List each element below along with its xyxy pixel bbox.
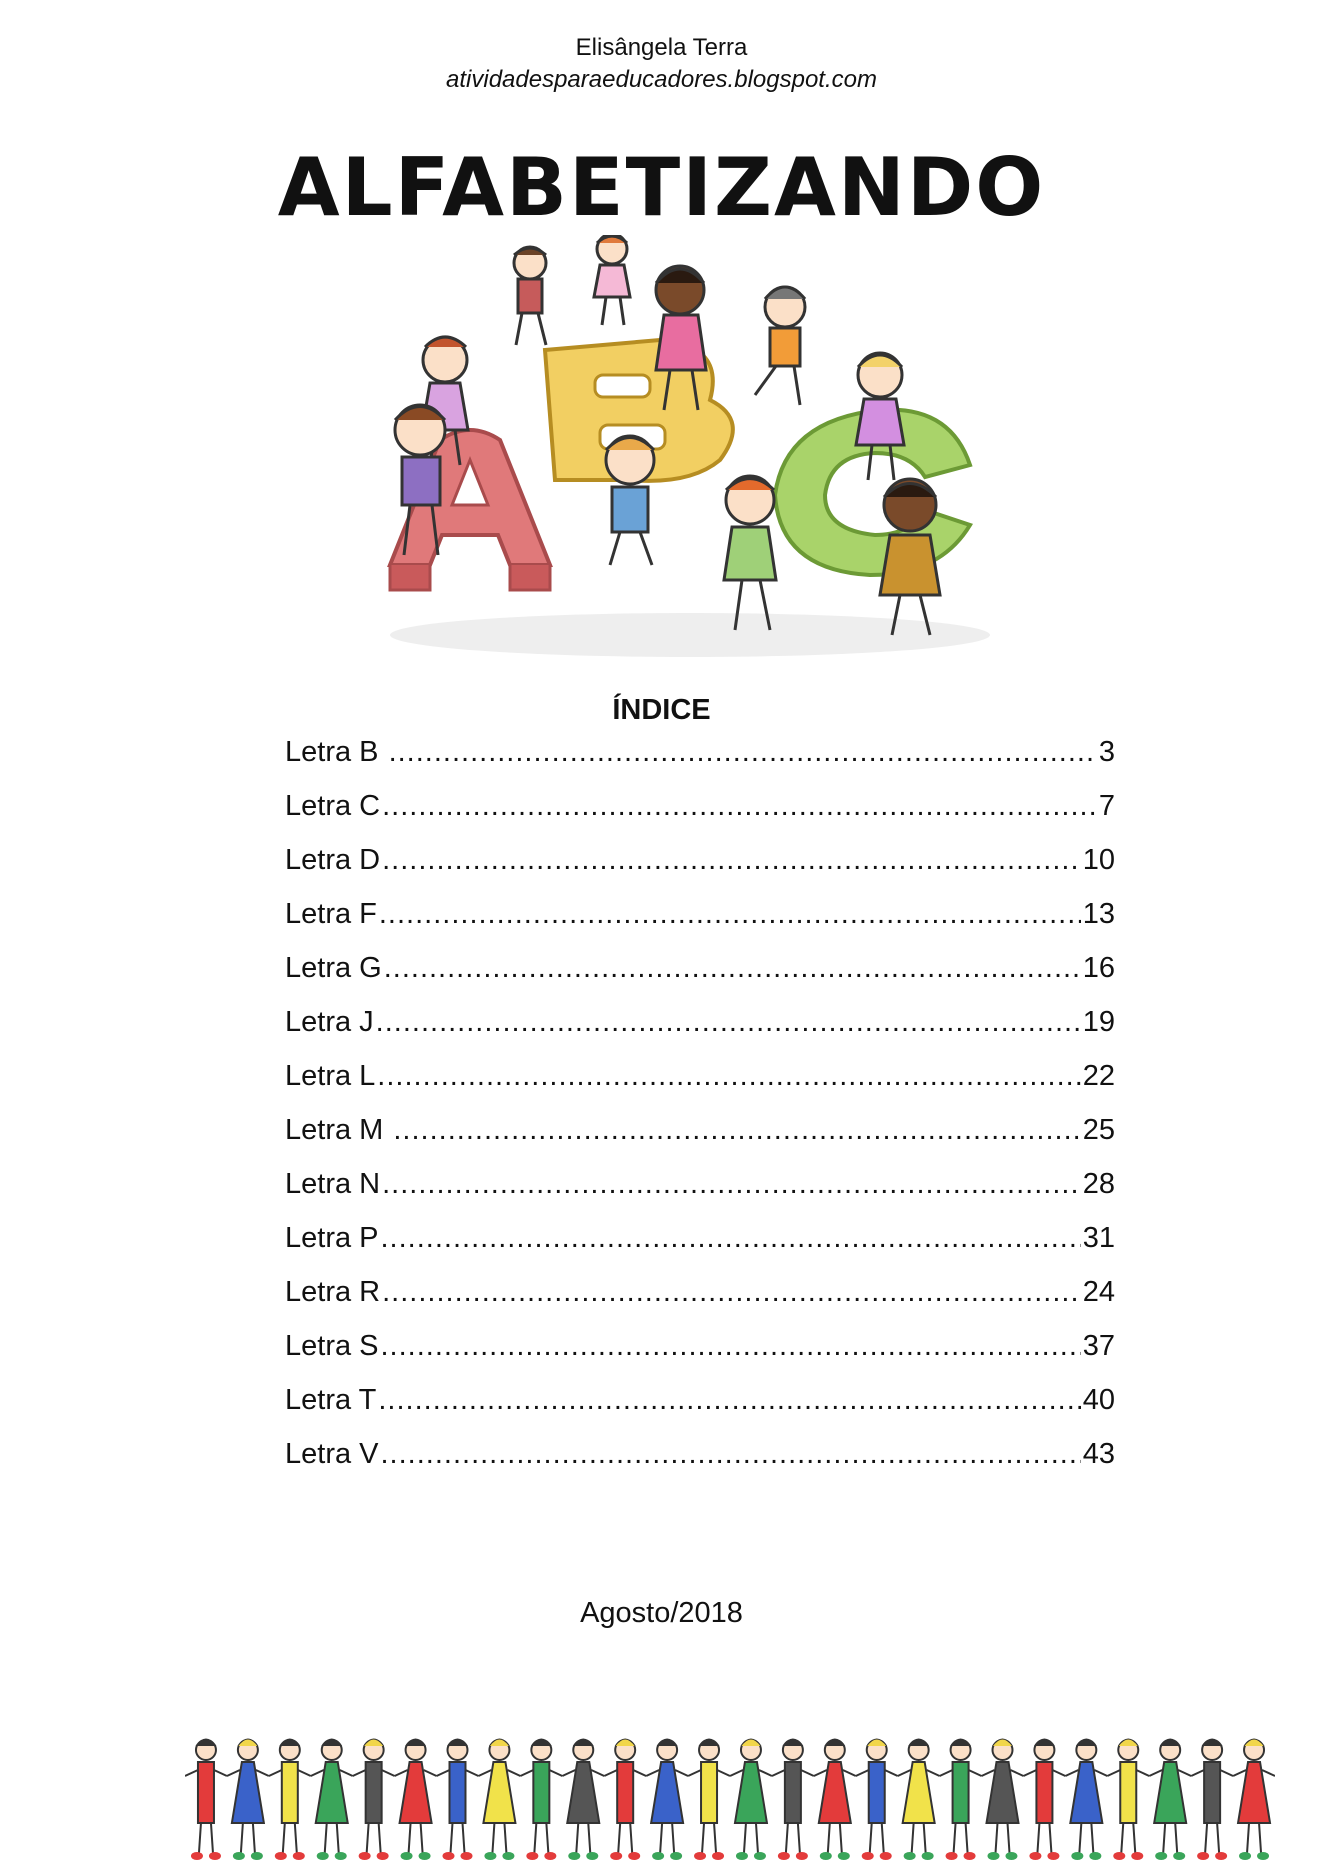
toc-label: Letra T xyxy=(285,1384,377,1416)
border-child-icon xyxy=(1065,1739,1107,1860)
border-child-icon xyxy=(1233,1739,1275,1860)
table-of-contents xyxy=(285,725,1115,1481)
toc-entry[interactable] xyxy=(285,887,1115,941)
toc-label: Letra J xyxy=(285,1006,374,1038)
toc-leader-dots xyxy=(381,1211,1081,1265)
toc-entry[interactable] xyxy=(285,725,1115,779)
border-child-icon xyxy=(772,1739,814,1860)
toc-page-number: 28 xyxy=(1082,1168,1115,1200)
border-child-icon xyxy=(688,1739,730,1860)
toc-page-number: 31 xyxy=(1082,1222,1115,1254)
child-figure xyxy=(606,436,654,565)
toc-entry[interactable] xyxy=(285,1211,1115,1265)
toc-page-number: 25 xyxy=(1082,1114,1115,1146)
border-child-icon xyxy=(1149,1739,1191,1860)
toc-leader-dots xyxy=(384,941,1081,995)
toc-entry[interactable] xyxy=(285,833,1115,887)
toc-label: Letra R xyxy=(285,1276,381,1308)
border-child-icon xyxy=(1191,1739,1233,1860)
toc-label: Letra N xyxy=(285,1168,381,1200)
border-child-icon xyxy=(520,1739,562,1860)
child-figure xyxy=(724,476,776,630)
toc-page-number: 40 xyxy=(1082,1384,1115,1416)
toc-leader-dots xyxy=(381,1319,1081,1373)
author-name: Elisângela Terra xyxy=(575,34,748,61)
toc-entry[interactable] xyxy=(285,1427,1115,1481)
border-child-icon xyxy=(353,1739,395,1860)
toc-leader-dots xyxy=(393,1103,1080,1157)
child-figure xyxy=(594,235,630,325)
border-child-icon xyxy=(940,1739,982,1860)
toc-page-number: 3 xyxy=(1098,736,1115,768)
toc-page-number: 7 xyxy=(1098,790,1115,822)
toc-page-number: 24 xyxy=(1082,1276,1115,1308)
toc-label: Letra M xyxy=(285,1114,392,1146)
toc-leader-dots xyxy=(382,1265,1081,1319)
toc-page-number: 22 xyxy=(1082,1060,1115,1092)
toc-label: Letra F xyxy=(285,898,377,930)
toc-label: Letra B xyxy=(285,736,387,768)
child-figure xyxy=(514,247,546,345)
toc-entry[interactable] xyxy=(285,779,1115,833)
children-border-decoration xyxy=(185,1728,1275,1866)
border-child-icon xyxy=(982,1739,1024,1860)
border-child-icon xyxy=(1023,1739,1065,1860)
border-child-icon xyxy=(856,1739,898,1860)
toc-entry[interactable] xyxy=(285,1319,1115,1373)
toc-page-number: 19 xyxy=(1082,1006,1115,1038)
toc-page-number: 37 xyxy=(1082,1330,1115,1362)
toc-leader-dots xyxy=(379,887,1081,941)
toc-entry[interactable] xyxy=(285,1049,1115,1103)
publication-date: Agosto/2018 xyxy=(580,1597,743,1629)
border-child-icon xyxy=(646,1739,688,1860)
child-figure xyxy=(755,287,805,405)
blog-url: atividadesparaeducadores.blogspot.com xyxy=(446,66,877,93)
border-child-icon xyxy=(1107,1739,1149,1860)
page-title: ALFABETIZANDO xyxy=(277,141,1046,234)
border-child-icon xyxy=(395,1739,437,1860)
index-heading: ÍNDICE xyxy=(612,694,711,726)
child-figure xyxy=(856,353,904,480)
toc-leader-dots xyxy=(382,833,1081,887)
toc-leader-dots xyxy=(378,1373,1080,1427)
toc-leader-dots xyxy=(382,779,1097,833)
toc-leader-dots xyxy=(376,995,1081,1049)
toc-label: Letra P xyxy=(285,1222,379,1254)
border-child-icon xyxy=(562,1739,604,1860)
border-child-icon xyxy=(814,1739,856,1860)
children-abc-illustration xyxy=(380,235,1000,665)
toc-label: Letra C xyxy=(285,790,381,822)
toc-label: Letra V xyxy=(285,1438,379,1470)
border-child-icon xyxy=(185,1739,227,1860)
ground-shadow xyxy=(390,613,990,657)
toc-entry[interactable] xyxy=(285,995,1115,1049)
border-child-icon xyxy=(437,1739,479,1860)
toc-leader-dots xyxy=(381,1427,1081,1481)
border-child-icon xyxy=(478,1739,520,1860)
toc-page-number: 16 xyxy=(1082,952,1115,984)
toc-leader-dots xyxy=(389,725,1097,779)
toc-leader-dots xyxy=(382,1157,1081,1211)
toc-leader-dots xyxy=(377,1049,1080,1103)
border-child-icon xyxy=(311,1739,353,1860)
child-figure xyxy=(880,479,940,635)
toc-page-number: 10 xyxy=(1082,844,1115,876)
toc-entry[interactable] xyxy=(285,1265,1115,1319)
border-child-icon xyxy=(898,1739,940,1860)
toc-entry[interactable] xyxy=(285,1103,1115,1157)
toc-entry[interactable] xyxy=(285,1157,1115,1211)
border-child-icon xyxy=(730,1739,772,1860)
toc-page-number: 13 xyxy=(1082,898,1115,930)
border-child-icon xyxy=(227,1739,269,1860)
border-child-icon xyxy=(604,1739,646,1860)
toc-label: Letra S xyxy=(285,1330,379,1362)
toc-entry[interactable] xyxy=(285,1373,1115,1427)
border-child-icon xyxy=(269,1739,311,1860)
toc-entry[interactable] xyxy=(285,941,1115,995)
toc-label: Letra L xyxy=(285,1060,376,1092)
toc-page-number: 43 xyxy=(1082,1438,1115,1470)
toc-label: Letra D xyxy=(285,844,381,876)
toc-label: Letra G xyxy=(285,952,382,984)
